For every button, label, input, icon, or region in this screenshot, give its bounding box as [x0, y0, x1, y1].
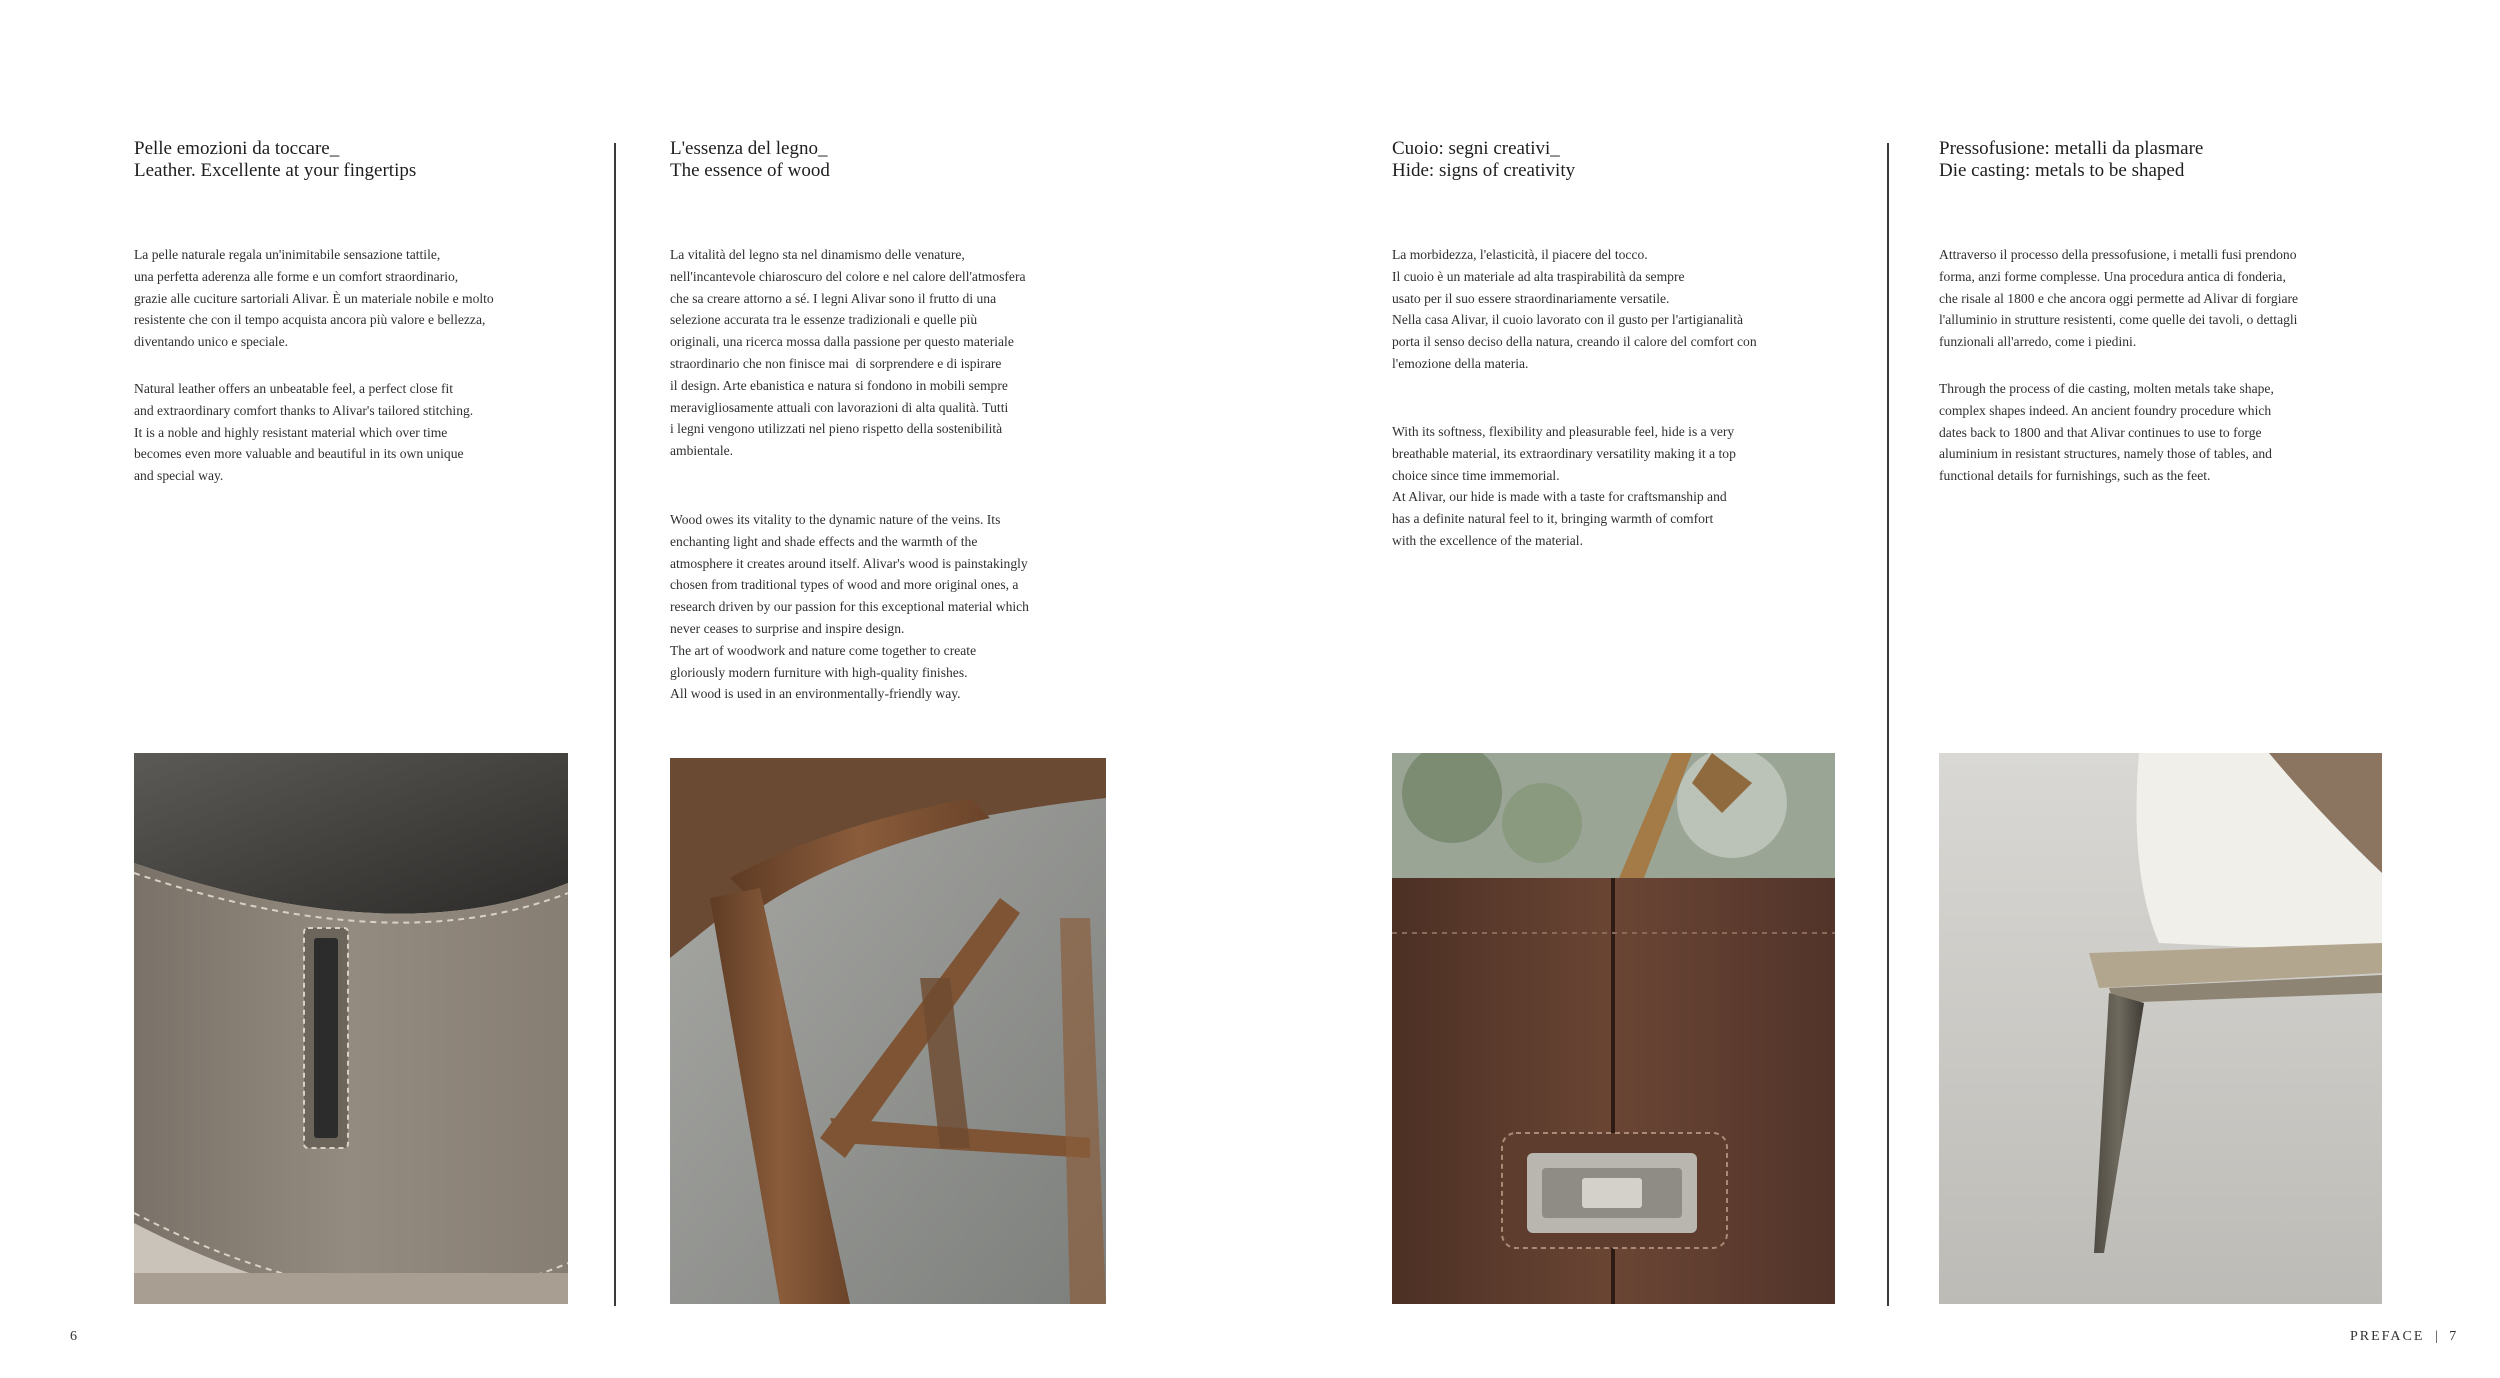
column-leather: [134, 138, 416, 182]
hide-title-it: Cuoio: segni creativi_: [1392, 138, 1560, 159]
right-page-number: 7: [2449, 1329, 2458, 1344]
wood-text-en: Wood owes its vitality to the dynamic nature of the veins. Its enchanting light and shade effects and the warmth of the atmosphere it creates around itself. Alivar's wood is painstakingly chosen from traditional types of wood and more original ones, a research driven by our passion for this exceptional material which never ceases to surprise and inspire design. The art of woodwork and nature come together to create gloriously modern furniture with high-quality finishes. All wood is used in an environmentally-friendly way.: [670, 512, 1029, 702]
diecasting-title-en: Die casting: metals to be shaped: [1939, 160, 2185, 181]
diecasting-title-it: Pressofusione: metalli da plasmare: [1939, 138, 2204, 159]
leather-text-it: La pelle naturale regala un'inimitabile sensazione tattile, una perfetta aderenza alle forme e un comfort straordinario, grazie alle cuciture sartoriali Alivar. È un materiale nobile e molto resistente che con il tempo acquista ancora più valore e bellezza, diventando unico e speciale.: [134, 247, 494, 350]
leather-title-en: Leather. Excellente at your fingertips: [134, 160, 417, 181]
footer-separator: |: [2434, 1329, 2439, 1344]
leather-title: [134, 138, 416, 182]
diecasting-photo: [1939, 753, 2382, 1304]
hide-title: [1392, 138, 1575, 182]
preface-label: PREFACE: [2350, 1329, 2425, 1344]
leather-text-en: Natural leather offers an unbeatable feel, a perfect close fit and extraordinary comfort thanks to Alivar's tailored stitching. It is a noble and highly resistant material which over time becomes even more valuable and beautiful in its own unique and special way.: [134, 381, 474, 484]
column-wood: [670, 138, 830, 182]
left-page-number: 6: [70, 1329, 78, 1344]
right-page-footer: [2350, 1329, 2457, 1345]
wood-title-it: L'essenza del legno_: [670, 138, 828, 159]
wood-text-it: La vitalità del legno sta nel dinamismo delle venature, nell'incantevole chiaroscuro del colore e nel calore dell'atmosfera che sa creare attorno a sé. I legni Alivar sono il frutto di una selezione accurata tra le essenze tradizionali e quelle più originali, una ricerca mossa dalla passione per questo materiale straordinario che non finisce mai di sorprendere e di ispirare il design. Arte ebanistica e natura si fondono in mobili sempre meravigliosamente attuali con lavorazioni di alta qualità. Tutti i legni vengono utilizzati nel pieno rispetto della sostenibilità ambientale.: [670, 247, 1026, 459]
diecasting-text-en: Through the process of die casting, molten metals take shape, complex shapes indeed. An ancient foundry procedure which dates back to 1800 and that Alivar continues to use to forge aluminium in resistant structures, namely those of tables, and functional details for furnishings, such as the feet.: [1939, 381, 2274, 484]
wood-photo-image: [670, 758, 1106, 1304]
leather-photo: [134, 753, 568, 1304]
leather-title-it: Pelle emozioni da toccare_: [134, 138, 340, 159]
wood-title-en: The essence of wood: [670, 160, 830, 181]
column-divider-2: [1887, 143, 1889, 1306]
hide-photo: [1392, 753, 1835, 1304]
hide-title-en: Hide: signs of creativity: [1392, 160, 1576, 181]
column-hide: [1392, 138, 1575, 182]
diecasting-photo-image: [1939, 753, 2382, 1304]
column-diecasting: [1939, 138, 2203, 182]
column-divider-1: [614, 143, 616, 1306]
wood-title: [670, 138, 830, 182]
leather-photo-image: [134, 753, 568, 1304]
hide-photo-image: [1392, 753, 1835, 1304]
wood-photo: [670, 758, 1106, 1304]
diecasting-text-it: Attraverso il processo della pressofusione, i metalli fusi prendono forma, anzi forme complesse. Una procedura antica di fonderia, che risale al 1800 e che ancora oggi permette ad Alivar di forgiare l'alluminio in strutture resistenti, come quelle dei tavoli, o dettagli funzionali all'arredo, come i piedini.: [1939, 247, 2299, 350]
hide-text-it: La morbidezza, l'elasticità, il piacere del tocco. Il cuoio è un materiale ad alta traspirabilità da sempre usato per il suo essere straordinariamente versatile. Nella casa Alivar, il cuoio lavorato con il gusto per l'artigianalità porta il senso deciso della natura, creando il calore del comfort con l'emozione della materia.: [1392, 247, 1757, 371]
diecasting-title: [1939, 138, 2203, 182]
hide-text-en: With its softness, flexibility and pleasurable feel, hide is a very breathable material, its extraordinary versatility making it a top choice since time immemorial. At Alivar, our hide is made with a taste for craftsmanship and has a definite natural feel to it, bringing warmth of comfort with the excellence of the material.: [1392, 424, 1736, 548]
